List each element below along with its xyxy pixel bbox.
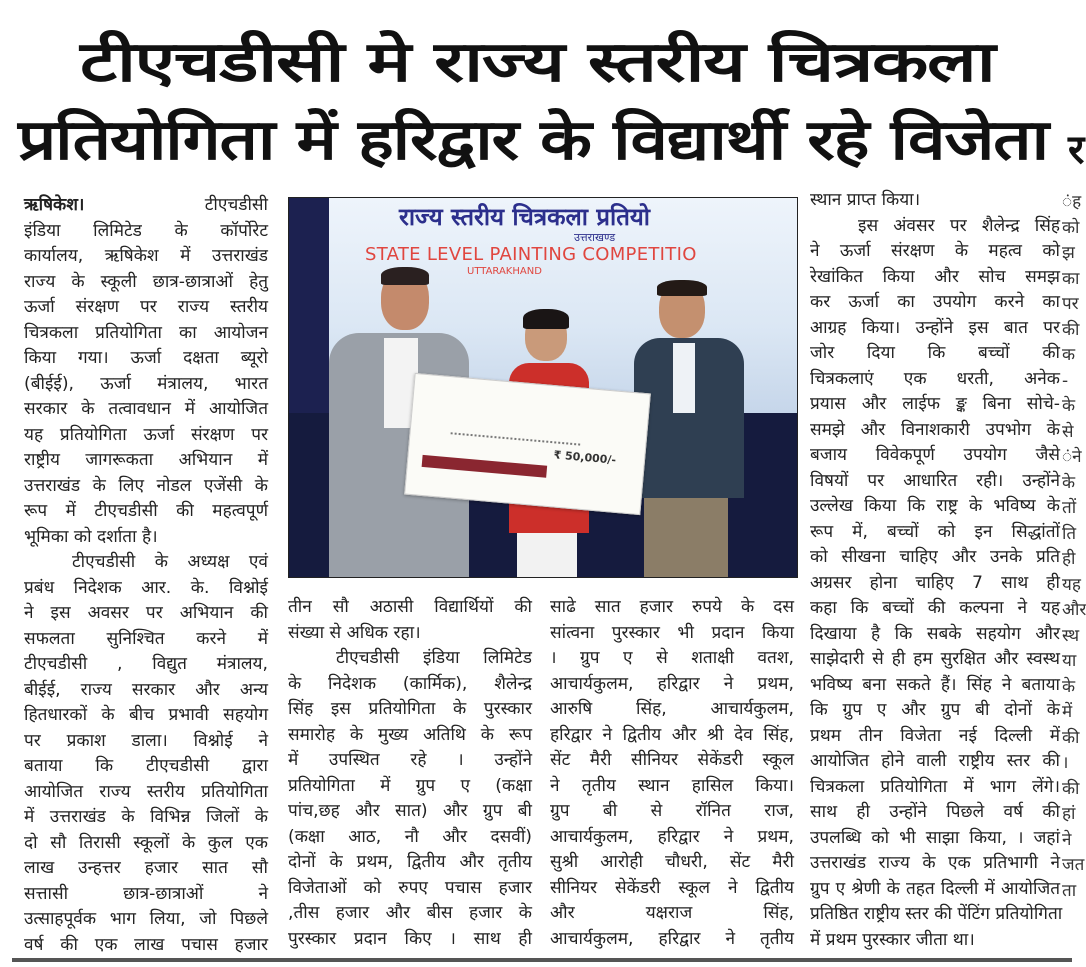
article-line: ग्रुप बी से रॉनित राज, bbox=[550, 801, 794, 821]
article-line: साढे सात हजार रुपये के दस bbox=[550, 597, 794, 617]
article-line: भूमिका को दर्शाता है। bbox=[24, 526, 158, 547]
fragment-line: के bbox=[1062, 676, 1076, 697]
student-legs bbox=[517, 528, 577, 577]
article-column-1 bbox=[24, 193, 268, 958]
person-right-hair bbox=[657, 280, 707, 296]
fragment-line: तों bbox=[1062, 498, 1077, 518]
article-line: आयोजित होने वाली राष्ट्रीय स्तर की bbox=[810, 751, 1060, 771]
article-line: उपलब्धि को भी साझा किया, । जहां bbox=[810, 827, 1060, 848]
article-line: आचार्यकुलम, हरिद्वार ने प्रथम, bbox=[550, 673, 794, 694]
article-line: (बीईई), ऊर्जा मंत्रालय, भारत bbox=[24, 373, 268, 394]
person-right-shirt bbox=[673, 343, 695, 413]
article-line: सीनियर सेकेंडरी स्कूल ने द्वितीय bbox=[550, 877, 794, 898]
article-line: प्रथम तीन विजेता नई दिल्ली में bbox=[810, 725, 1060, 746]
article-line: प्रतियोगिता में ग्रुप ए (कक्षा bbox=[288, 775, 532, 796]
article-line: उत्तराखंड के लिए नोडल एजेंसी के bbox=[24, 475, 268, 496]
fragment-line: की bbox=[1062, 778, 1080, 799]
fragment-line: झ bbox=[1062, 243, 1075, 263]
article-line: टीएचडीसी के अध्यक्ष एवं bbox=[72, 552, 268, 572]
article-line: पुरस्कार प्रदान किए । साथ ही bbox=[288, 928, 532, 949]
fragment-line: हां bbox=[1062, 804, 1076, 824]
fragment-line: यह bbox=[1062, 574, 1081, 595]
article-line: । ग्रुप ए से शताक्षी वतश, bbox=[550, 648, 794, 668]
article-line: तीन सौ अठासी विद्यार्थियों की bbox=[288, 597, 532, 617]
article-line: दो सौ तिरासी स्कूलों के कुल एक bbox=[24, 832, 268, 853]
fragment-line: ता bbox=[1062, 880, 1077, 901]
article-line: में उत्तराखंड के विभिन्न जिलों के bbox=[24, 807, 268, 827]
fragment-line: में bbox=[1062, 702, 1073, 722]
article-line: समारोह के मुख्य अतिथि के रूप bbox=[288, 724, 532, 745]
fragment-line: के bbox=[1062, 396, 1076, 416]
banner-hindi-title: राज्य स्तरीय चित्रकला प्रतियो bbox=[399, 202, 651, 231]
article-line: ,तीस हजार और बीस हजार के bbox=[288, 903, 532, 923]
article-line: बीईई, राज्य सरकार और अन्य bbox=[24, 679, 268, 700]
headline-line-2: प्रतियोगिता में हरिद्वार के विद्यार्थी रहे विजेता bbox=[18, 108, 1048, 173]
article-line: प्रतिष्ठित राष्ट्रीय स्तर की पेंटिंग प्रतियोगिता bbox=[810, 904, 1063, 924]
article-line: आचार्यकुलम, हरिद्वार ने प्रथम, bbox=[550, 826, 794, 847]
article-line: और यक्षराज सिंह, bbox=[550, 903, 794, 923]
article-line: बताया कि टीएचडीसी द्वारा bbox=[24, 756, 268, 776]
article-line: स्थान प्राप्त किया। bbox=[810, 190, 921, 210]
article-line: सांत्वना पुरस्कार भी प्रदान किया bbox=[550, 622, 794, 643]
article-line: अग्रसर होना चाहिए 7 साथ ही bbox=[810, 572, 1060, 593]
banner-english-subtitle: UTTARAKHAND bbox=[467, 266, 542, 277]
article-line: में प्रथम पुरस्कार जीता था। bbox=[810, 929, 975, 950]
article-line: को सीखना चाहिए और उनके प्रति bbox=[810, 547, 1060, 567]
fragment-line: ने bbox=[1062, 829, 1072, 850]
article-line: वर्ष की एक लाख पचास हजार bbox=[24, 934, 268, 955]
fragment-line: की bbox=[1062, 319, 1080, 340]
article-column-4 bbox=[810, 188, 1063, 953]
article-line: सेंट मैरी सीनियर सेकेंडरी स्कूल bbox=[550, 750, 794, 770]
article-line: उल्लेख किया कि राष्ट्र के भविष्य के bbox=[810, 496, 1060, 516]
article-line: ग्रुप ए श्रेणी के तहत दिल्ली में आयोजित bbox=[810, 878, 1060, 899]
article-line: पर प्रकाश डाला। विश्नोई ने bbox=[24, 730, 268, 751]
article-line: (कक्षा आठ, नौ और दसवीं) bbox=[288, 826, 532, 847]
fragment-line: या bbox=[1062, 651, 1077, 671]
article-line: आग्रह किया। उन्होंने इस बात पर bbox=[810, 317, 1060, 338]
person-right-legs bbox=[644, 488, 728, 577]
fragment-line: की bbox=[1062, 727, 1080, 748]
article-line: प्रयास और लाईफ ङ्क बिना सोचे- bbox=[810, 394, 1060, 414]
fragment-line: जत bbox=[1062, 855, 1085, 875]
article-line: ने तृतीय स्थान हासिल किया। bbox=[550, 775, 794, 796]
article-line: चित्रकला प्रतियोगिता में भाग लेंगे। bbox=[810, 776, 1060, 797]
article-line: चित्रकलाएं एक धरती, अनेक bbox=[810, 368, 1060, 389]
student-hair bbox=[523, 309, 569, 329]
article-line: साथ ही उन्होंने पिछले वर्ष की bbox=[810, 802, 1060, 822]
article-line: के निदेशक (कार्मिक), शैलेन्द्र bbox=[288, 673, 532, 694]
article-line: किया गया। ऊर्जा दक्षता ब्यूरो bbox=[24, 348, 268, 368]
article-line: दोनों के प्रथम, द्वितीय और तृतीय bbox=[288, 852, 532, 872]
fragment-line: का bbox=[1062, 268, 1080, 289]
article-line: आरुषि सिंह, आचार्यकुलम, bbox=[550, 699, 794, 719]
fragment-line: - bbox=[1062, 370, 1069, 391]
article-line: आचार्यकुलम, हरिद्वार ने तृतीय bbox=[550, 928, 794, 949]
article-line: में उपस्थित रहे । उन्होंने bbox=[288, 750, 532, 770]
article-line: ऊर्जा संरक्षण पर राज्य स्तरीय bbox=[24, 297, 268, 317]
adjacent-article-fragment: र bbox=[1068, 127, 1085, 173]
cheque-bank-strip bbox=[422, 455, 548, 478]
article-line: सरकार के तत्वावधान में आयोजित bbox=[24, 399, 268, 419]
article-line: ने इस अवसर पर अभियान की bbox=[24, 603, 268, 623]
fragment-line: क bbox=[1062, 345, 1076, 365]
person-left-hair bbox=[381, 267, 429, 285]
article-line: जोर दिया कि बच्चों की bbox=[810, 343, 1060, 363]
article-line: बजाय विवेकपूर्ण उपयोग जैसे bbox=[810, 445, 1060, 465]
bottom-divider-rule bbox=[12, 958, 1072, 962]
fragment-line: से bbox=[1062, 421, 1074, 442]
fragment-line: ति bbox=[1062, 523, 1077, 544]
fragment-line: और bbox=[1062, 600, 1086, 620]
article-line: लाख उन्हत्तर हजार सात सौ bbox=[24, 858, 268, 878]
cheque-dotted-line bbox=[451, 432, 581, 445]
article-line: विषयों पर आधारित रही। उन्होंने bbox=[810, 470, 1060, 491]
article-line: इंडिया लिमिटेड के कॉर्पोरेट bbox=[24, 220, 268, 241]
article-line: यह प्रतियोगिता ऊर्जा संरक्षण पर bbox=[24, 424, 268, 445]
article-line: ऋषिकेश। टीएचडीसी bbox=[24, 195, 268, 215]
fragment-line: ंने bbox=[1062, 447, 1082, 467]
article-line: कि ग्रुप ए और ग्रुप बी दोनों के bbox=[810, 700, 1060, 720]
banner-subtitle: उत्तराखण्ड bbox=[574, 231, 616, 244]
article-line: सिंह इस प्रतियोगिता के पुरस्कार bbox=[288, 699, 532, 719]
prize-cheque bbox=[404, 373, 651, 515]
adjacent-article-column-fragment bbox=[1062, 190, 1086, 960]
article-line: विजेताओं को रुपए पचास हजार bbox=[288, 877, 532, 898]
cheque-amount: ₹ 50,000/- bbox=[553, 448, 617, 467]
fragment-line: । bbox=[1062, 753, 1069, 773]
fragment-line: स्थ bbox=[1062, 625, 1080, 646]
banner-english-title: STATE LEVEL PAINTING COMPETITIO bbox=[365, 244, 697, 265]
article-column-3 bbox=[550, 595, 794, 952]
article-line: कार्यालय, ऋषिकेश में उत्तराखंड bbox=[24, 246, 268, 266]
article-line: ने ऊर्जा संरक्षण के महत्व को bbox=[810, 241, 1060, 261]
fragment-line: पर bbox=[1062, 294, 1079, 314]
article-line: प्रबंध निदेशक आर. के. विश्नोई bbox=[24, 577, 268, 598]
fragment-line: के bbox=[1062, 472, 1076, 493]
article-line: राज्य के स्कूली छात्र-छात्राओं हेतु bbox=[24, 271, 268, 292]
article-line: उत्साहपूर्वक भाग लिया, जो पिछले bbox=[24, 909, 268, 929]
fragment-line: ही bbox=[1062, 549, 1076, 569]
article-line: समझे और विनाशकारी उपभोग के bbox=[810, 419, 1060, 440]
article-line: रूप में, बच्चों को इन सिद्धांतों bbox=[810, 521, 1060, 542]
fragment-line: ंह bbox=[1062, 192, 1082, 212]
article-line: संख्या से अधिक रहा। bbox=[288, 622, 421, 643]
article-line: टीएचडीसी , विद्युत मंत्रालय, bbox=[24, 654, 268, 674]
headline bbox=[0, 0, 1085, 185]
article-line: सत्तासी छात्र-छात्राओं ने bbox=[24, 883, 268, 904]
headline-line-1: टीएचडीसी मे राज्य स्तरीय चित्रकला bbox=[80, 30, 995, 95]
article-line: रेखांकित किया और सोच समझ bbox=[810, 266, 1060, 287]
article-column-2 bbox=[288, 595, 532, 952]
article-line: टीएचडीसी इंडिया लिमिटेड bbox=[336, 648, 532, 668]
article-line: दिखाया है कि सबके सहयोग और bbox=[810, 623, 1060, 644]
article-line: रूप में टीएचडीसी की महत्वपूर्ण bbox=[24, 501, 268, 521]
dateline: ऋषिकेश। bbox=[24, 195, 85, 215]
article-line: भविष्य बना सकते हैं। सिंह ने बताया bbox=[810, 674, 1060, 695]
article-line: राष्ट्रीय जागरूकता अभियान में bbox=[24, 450, 268, 470]
article-line: चित्रकला प्रतियोगिता का आयोजन bbox=[24, 322, 268, 343]
article-line: सफलता सुनिश्चित करने में bbox=[24, 628, 268, 649]
article-line: पांच,छह और सात) और ग्रुप बी bbox=[288, 801, 532, 821]
article-line: सुश्री आरोही चौधरी, सेंट मैरी bbox=[550, 852, 794, 872]
article-line: कर ऊर्जा का उपयोग करने का bbox=[810, 292, 1060, 312]
article-line: उत्तराखंड राज्य के एक प्रतिभागी ने bbox=[810, 853, 1060, 873]
article-line: कहा कि बच्चों की कल्पना ने यह bbox=[810, 598, 1060, 618]
article-line: हितधारकों के बीच प्रभावी सहयोग bbox=[24, 705, 268, 725]
article-line: इस अंवसर पर शैलेन्द्र सिंह bbox=[858, 215, 1060, 236]
award-ceremony-photo bbox=[288, 197, 798, 578]
article-line: हरिद्वार ने द्वितीय और श्री देव सिंह, bbox=[550, 724, 794, 745]
article-line: आयोजित राज्य स्तरीय प्रतियोगिता bbox=[24, 781, 268, 802]
fragment-line: को bbox=[1062, 217, 1080, 238]
article-line: साझेदारी से ही हम सुरक्षित और स्वस्थ bbox=[810, 649, 1060, 669]
